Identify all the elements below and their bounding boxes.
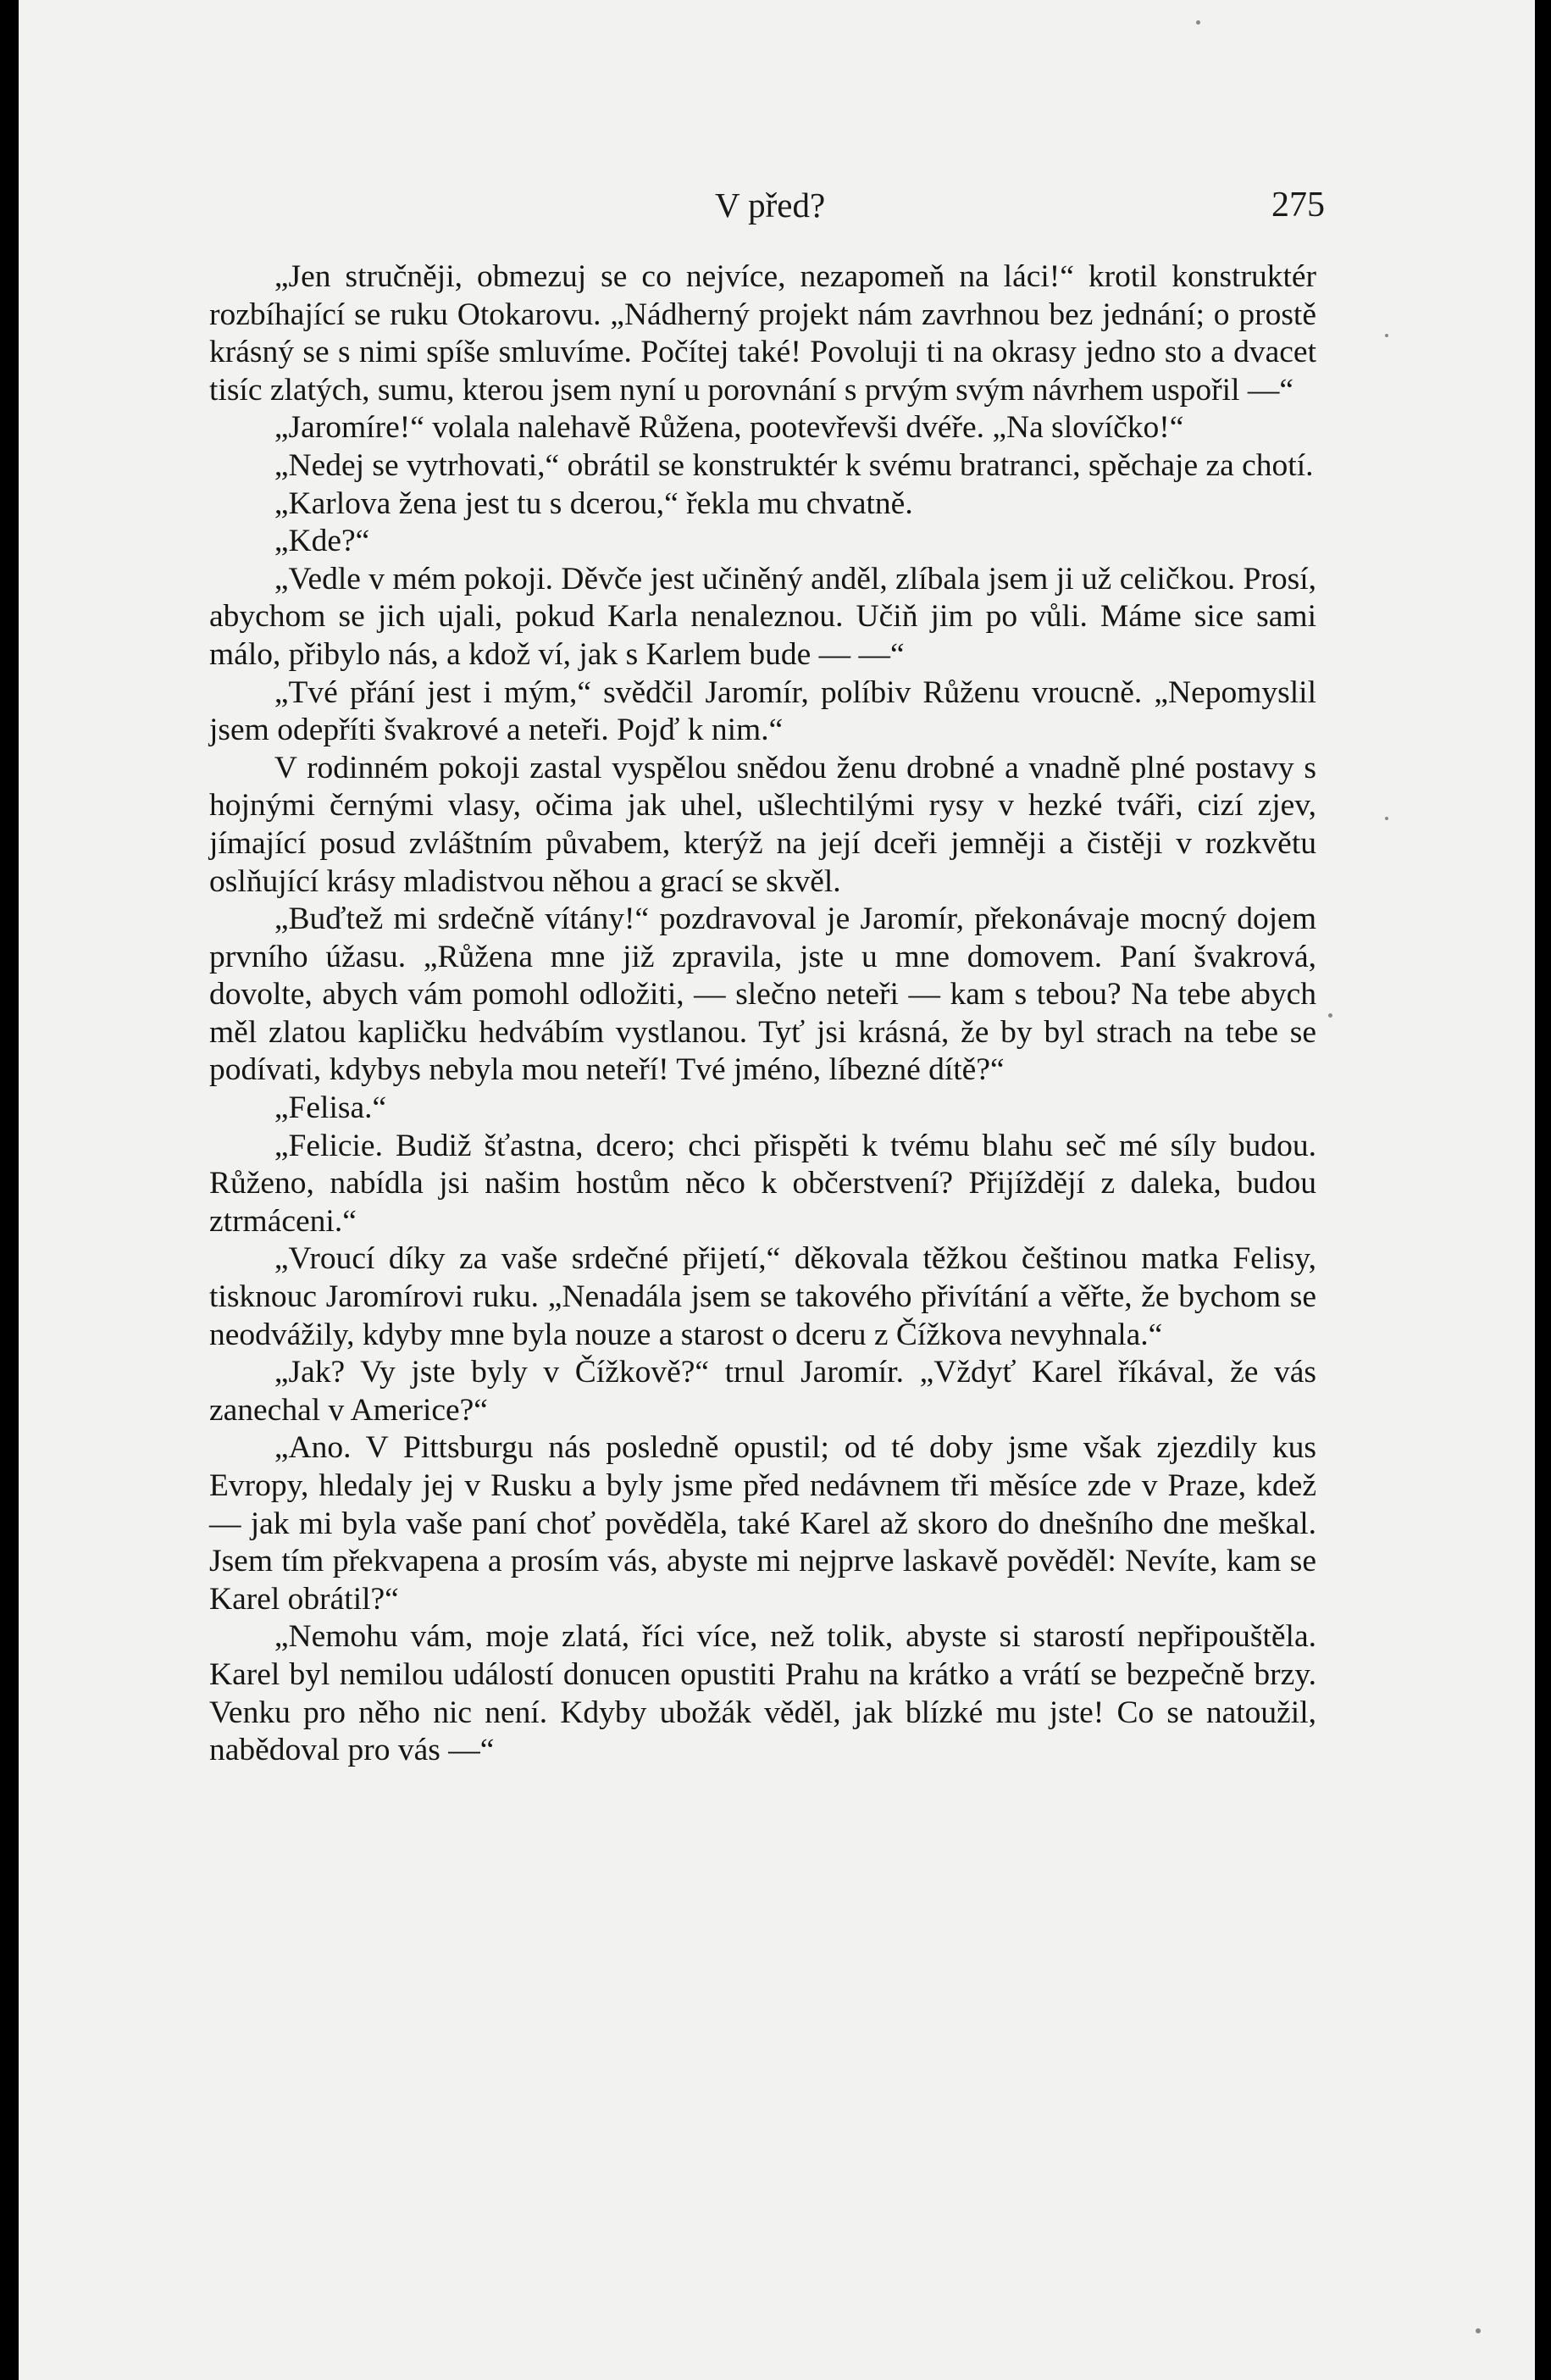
paragraph: „Vedle v mém pokoji. Děvče jest učiněný anděl, zlíbala jsem ji už celičkou. Prosí, abychom se jich ujali, pokud Karla nenaleznou. Učiň jim po vůli. Máme sice sami málo, přibylo nás, a kdož ví, jak s Karlem bude — —“ bbox=[209, 561, 1316, 672]
scan-speck bbox=[1385, 817, 1388, 820]
paragraph: „Kde?“ bbox=[274, 524, 370, 559]
paragraph: „Felicie. Budiž šťastna, dcero; chci přispěti k tvému blahu seč mé síly budou. Růženo, nabídla jsi našim hostům něco k občerstvení? Přijíždějí z daleka, budou ztrmáceni.“ bbox=[209, 1128, 1316, 1239]
book-page bbox=[19, 0, 1535, 2380]
scan-speck bbox=[1476, 2328, 1481, 2333]
paragraph: „Jaromíre!“ volala nalehavě Růžena, pootevřevši dvéře. „Na slovíčko!“ bbox=[274, 410, 1184, 446]
running-title: V před? bbox=[715, 186, 826, 225]
scan-speck bbox=[1328, 1013, 1332, 1018]
page-number: 275 bbox=[1271, 186, 1325, 225]
paragraph: „Tvé přání jest i mým,“ svědčil Jaromír, políbiv Růženu vroucně. „Nepomyslil jsem odepříti švakrové a neteři. Pojď k nim.“ bbox=[209, 674, 1316, 748]
paragraph: „Karlova žena jest tu s dcerou,“ řekla mu chvatně. bbox=[274, 485, 913, 521]
paragraph: V rodinném pokoji zastal vyspělou snědou ženu drobné a vnadně plné postavy s hojnými černými vlasy, očima jak uhel, ušlechtilými rysy v hezké tváři, cizí zjev, jímající posud zvláštním půvabem, kterýž na její dceři jemněji a čistěji v rozkvětu oslňující krásy mladistvou něhou a grací se skvěl. bbox=[209, 750, 1316, 899]
scan-speck bbox=[1385, 334, 1388, 337]
scan-border-right bbox=[1535, 0, 1551, 2380]
paragraph: „Ano. V Pittsburgu nás posledně opustil; od té doby jsme však zjezdily kus Evropy, hledaly jej v Rusku a byly jsme před nedávnem tři měsíce zde v Praze, kdež — jak mi byla vaše paní choť pověděla, také Karel až skoro do dnešního dne meškal. Jsem tím překvapena a prosím vás, abyste mi nejprve laskavě pověděl: Nevíte, kam se Karel obrátil?“ bbox=[209, 1430, 1316, 1617]
scan-border-left bbox=[0, 0, 19, 2380]
paragraph: „Nedej se vytrhovati,“ obrátil se konstruktér k svému bratranci, spěchaje za chotí. bbox=[274, 447, 1314, 483]
page-header bbox=[207, 178, 1325, 229]
paragraph: „Jen stručněji, obmezuj se co nejvíce, nezapomeň na láci!“ krotil konstruktér rozbíhající se ruku Otokarovu. „Nádherný projekt nám zavrhnou bez jednání; o prostě krásný se s nimi spíše smluvíme. Počítej také! Povoluji ti na okrasy jedno sto a dvacet tisíc zlatých, sumu, kterou jsem nyní u porovnání s prvým svým návrhem uspořil —“ bbox=[209, 259, 1316, 408]
paragraph: „Felisa.“ bbox=[274, 1090, 387, 1126]
scan-speck bbox=[1196, 20, 1200, 25]
paragraph: „Vroucí díky za vaše srdečné přijetí,“ děkovala těžkou češtinou matka Felisy, tisknouc Jaromírovi ruku. „Nenadála jsem se takového přivítání a věřte, že bychom se neodvážily, kdyby mne byla nouze a starost o dceru z Čížkova nevyhnala.“ bbox=[209, 1241, 1316, 1352]
paragraph: „Jak? Vy jste byly v Čížkově?“ trnul Jaromír. „Vždyť Karel říkával, že vás zanechal v Americe?“ bbox=[209, 1355, 1316, 1428]
body-text bbox=[209, 258, 1316, 1770]
paragraph: „Nemohu vám, moje zlatá, říci více, než tolik, abyste si starostí nepřipouštěla. Karel byl nemilou událostí donucen opustiti Prahu na krátko a vrátí se bezpečně brzy. Venku pro něho nic není. Kdyby ubožák věděl, jak blízké mu jste! Co se natoužil, nabědoval pro vás —“ bbox=[209, 1619, 1316, 1768]
paragraph: „Buďtež mi srdečně vítány!“ pozdravoval je Jaromír, překonávaje mocný dojem prvního úžasu. „Růžena mne již zpravila, jste u mne domovem. Paní švakrová, dovolte, abych vám pomohl odložiti, — slečno neteři — kam s tebou? Na tebe abych měl zlatou kapličku hedvábím vystlanou. Tyť jsi krásná, že by byl strach na tebe se podívati, kdybys nebyla mou neteří! Tvé jméno, líbezné dítě?“ bbox=[209, 902, 1316, 1088]
